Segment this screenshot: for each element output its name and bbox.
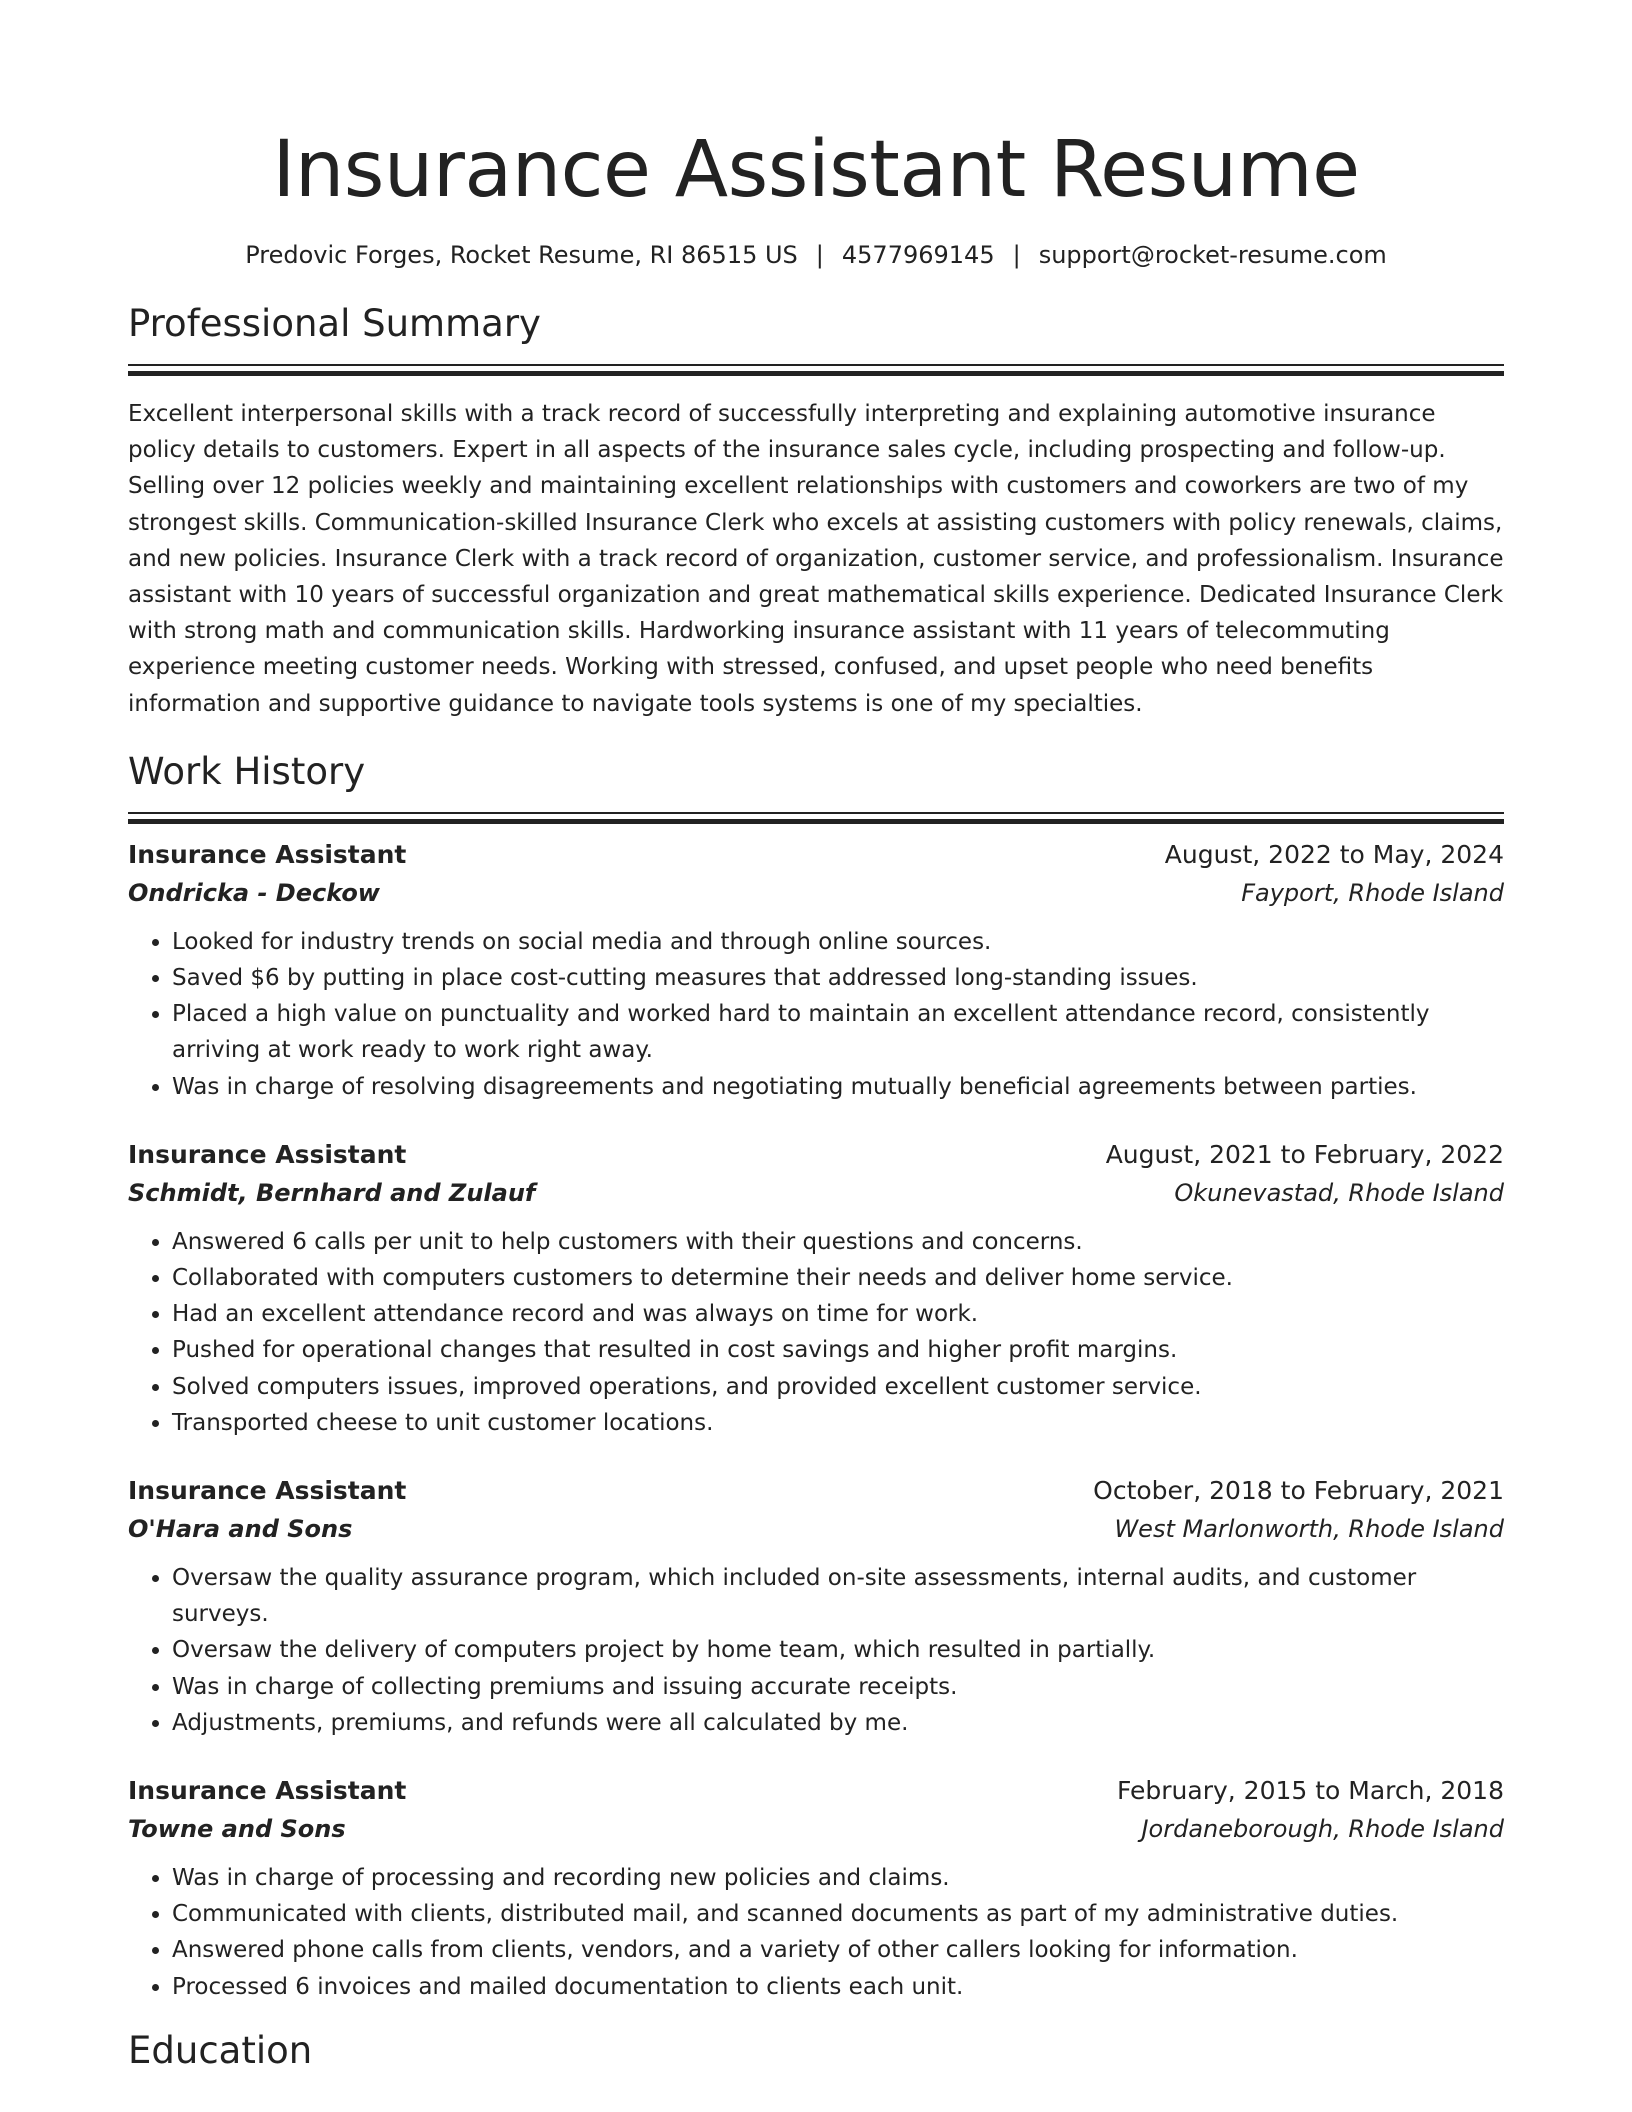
section-heading-work-history: Work History <box>128 749 366 793</box>
job-subheader <box>128 1510 1504 1548</box>
job-entry <box>128 1472 1504 1741</box>
job-bullet: • Saved $6 by putting in place cost-cutting measures that addressed long-standing issues. <box>172 960 1504 996</box>
job-dates: February, 2015 to March, 2018 <box>1116 1776 1504 1806</box>
job-header <box>128 836 1504 874</box>
job-bullet-list <box>128 1560 1504 1741</box>
job-bullet-list <box>128 1860 1504 2005</box>
job-dates: October, 2018 to February, 2021 <box>1093 1476 1504 1506</box>
job-bullet: • Was in charge of processing and recording new policies and claims. <box>172 1860 1504 1896</box>
contact-separator: | <box>815 241 824 269</box>
contact-address: Predovic Forges, Rocket Resume, RI 86515 US <box>245 241 798 269</box>
job-bullet: • Was in charge of collecting premiums and issuing accurate receipts. <box>172 1669 1504 1705</box>
contact-line <box>128 238 1504 272</box>
summary-paragraph: Excellent interpersonal skills with a track record of successfully interpreting and explaining automotive insurance policy details to customers. Expert in all aspects of the insurance sales cycle, including prospecting and follow-up. Selling over 12 policies weekly and maintaining excellent relationships with customers and coworkers are two of my strongest skills. Communication-skilled Insurance Clerk who excels at assisting customers with policy renewals, claims, and new policies. Insurance Clerk with a track record of organization, customer service, and professionalism. Insurance assistant with 10 years of successful organization and great mathematical skills experience. Dedicated Insurance Clerk with strong math and communication skills. Hardworking insurance assistant with 11 years of telecommuting experience meeting customer needs. Working with stressed, confused, and upset people who need benefits information and supportive guidance to navigate tools systems is one of my specialties. <box>128 401 1504 717</box>
job-subheader <box>128 874 1504 912</box>
contact-phone: 4577969145 <box>841 241 995 269</box>
job-bullet-list <box>128 924 1504 1105</box>
job-dates: August, 2022 to May, 2024 <box>1164 839 1504 869</box>
job-location: Jordaneborough, Rhode Island <box>1141 1815 1504 1844</box>
job-entry <box>128 1136 1504 1441</box>
job-bullet: • Looked for industry trends on social media and through online sources. <box>172 924 1504 960</box>
job-entry <box>128 1772 1504 2005</box>
job-subheader <box>128 1174 1504 1212</box>
job-bullet: • Solved computers issues, improved operations, and provided excellent customer service. <box>172 1369 1504 1405</box>
section-divider <box>128 364 1504 366</box>
job-bullet: • Was in charge of resolving disagreements and negotiating mutually beneficial agreements between parties. <box>172 1069 1504 1105</box>
job-bullet-list <box>128 1224 1504 1441</box>
job-location: West Marlonworth, Rhode Island <box>1114 1515 1504 1544</box>
job-title: Insurance Assistant <box>128 1776 407 1806</box>
job-header <box>128 1136 1504 1174</box>
work-history-section <box>128 748 1504 2005</box>
section-divider <box>128 812 1504 814</box>
resume-title: Insurance Assistant Resume <box>272 125 1360 215</box>
contact-separator: | <box>1012 241 1021 269</box>
job-dates: August, 2021 to February, 2022 <box>1105 1139 1504 1169</box>
job-bullet: • Answered phone calls from clients, vendors, and a variety of other callers looking for information. <box>172 1932 1504 1968</box>
job-bullet: • Communicated with clients, distributed mail, and scanned documents as part of my administrative duties. <box>172 1896 1504 1932</box>
job-header <box>128 1472 1504 1510</box>
job-company: Schmidt, Bernhard and Zulauf <box>128 1178 536 1207</box>
job-bullet: • Adjustments, premiums, and refunds were all calculated by me. <box>172 1705 1504 1741</box>
section-heading-summary: Professional Summary <box>128 302 541 345</box>
job-company: O'Hara and Sons <box>128 1515 353 1544</box>
job-bullet: • Had an excellent attendance record and was always on time for work. <box>172 1296 1504 1332</box>
job-bullet: • Collaborated with computers customers to determine their needs and deliver home service. <box>172 1260 1504 1296</box>
job-bullet: • Oversaw the delivery of computers project by home team, which resulted in partially. <box>172 1632 1504 1668</box>
job-bullet: • Placed a high value on punctuality and worked hard to maintain an excellent attendance record, consistently arriving at work ready to work right away. <box>172 996 1504 1068</box>
job-company: Ondricka - Deckow <box>128 878 380 907</box>
job-title: Insurance Assistant <box>128 1476 407 1506</box>
job-bullet: • Answered 6 calls per unit to help customers with their questions and concerns. <box>172 1224 1504 1260</box>
resume-page <box>128 0 1504 2075</box>
job-location: Fayport, Rhode Island <box>1241 878 1504 907</box>
job-title: Insurance Assistant <box>128 1139 407 1169</box>
job-entry <box>128 836 1504 1105</box>
job-location: Okunevastad, Rhode Island <box>1174 1178 1504 1207</box>
job-company: Towne and Sons <box>128 1815 346 1844</box>
job-bullet: • Transported cheese to unit customer locations. <box>172 1405 1504 1441</box>
job-bullet: • Oversaw the quality assurance program, which included on-site assessments, internal audits, and customer surveys. <box>172 1560 1504 1632</box>
job-title: Insurance Assistant <box>128 839 407 869</box>
contact-email: support@rocket-resume.com <box>1038 241 1387 269</box>
job-bullet: • Pushed for operational changes that resulted in cost savings and higher profit margins. <box>172 1332 1504 1368</box>
professional-summary-section <box>128 300 1504 722</box>
job-subheader <box>128 1810 1504 1848</box>
job-header <box>128 1772 1504 1810</box>
section-heading-education: Education <box>128 2028 313 2072</box>
job-bullet: • Processed 6 invoices and mailed documentation to clients each unit. <box>172 1969 1504 2005</box>
